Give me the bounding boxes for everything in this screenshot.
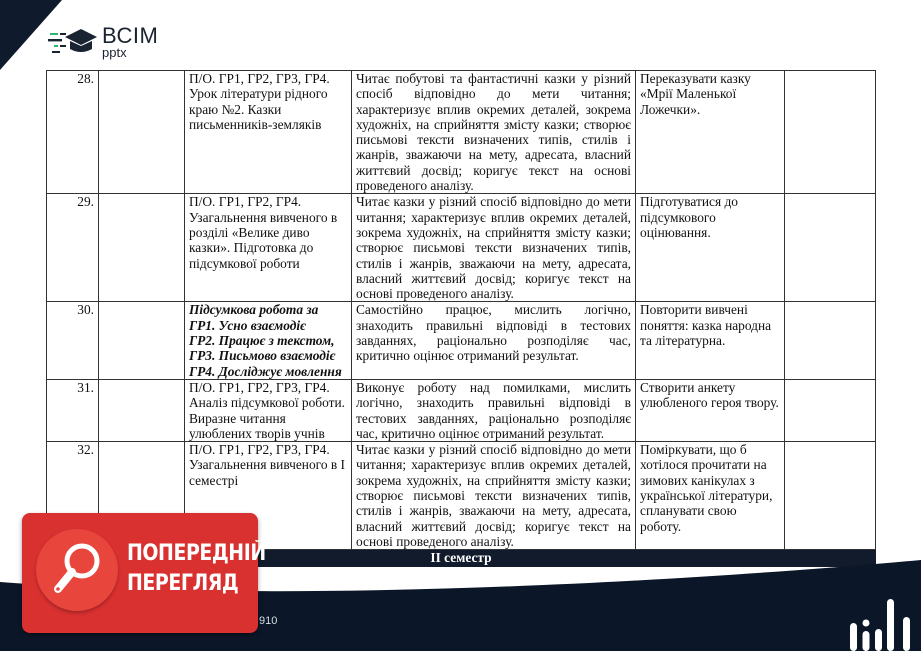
notes-cell	[785, 379, 876, 441]
page-number: 910	[259, 615, 278, 627]
lesson-date	[99, 302, 185, 379]
expected-outcomes: Читає казки у різний спосіб відповідно до мети читання; характеризує вплив окремих деталей, зокрема художніх, на сприйняття змісту казки; створює письмові тексти визначених типів, стилів і жанрів, зважаючи на мету, адресата, власний життєвий досвід; коригує текст на основі проведеного аналізу.	[352, 194, 636, 302]
lesson-topic: П/О. ГР1, ГР2, ГР3, ГР4. Узагальнення вивченого в І семестрі	[185, 442, 352, 550]
magnifier-icon	[36, 529, 118, 611]
topic-line: ГР2. Працює з текстом,	[189, 333, 335, 349]
notes-cell	[785, 302, 876, 379]
homework: Переказувати казку «Мрії Маленької Ложечки».	[636, 71, 785, 194]
lesson-number: 28.	[47, 71, 99, 194]
notes-cell	[785, 194, 876, 302]
table-row	[47, 379, 876, 441]
logo-title: ВСІМ	[102, 23, 159, 48]
graduation-cap-icon	[48, 24, 98, 60]
topic-line: ГР3. Письмово взаємодіє	[189, 348, 336, 364]
lesson-topic-assessment	[185, 302, 352, 379]
preview-badge[interactable]	[22, 513, 266, 633]
table-row	[47, 71, 876, 194]
lesson-date	[99, 379, 185, 441]
topic-line: ГР1. Усно взаємодіє	[189, 317, 306, 333]
lesson-date	[99, 71, 185, 194]
homework: Повторити вивчені поняття: казка народна та літературна.	[636, 302, 785, 379]
lesson-plan-table	[46, 70, 876, 567]
homework: Створити анкету улюбленого героя твору.	[636, 379, 785, 441]
table-row	[47, 302, 876, 379]
lesson-number: 30.	[47, 302, 99, 379]
lesson-topic: П/О. ГР1, ГР2, ГР4. Узагальнення вивченого в розділі «Велике диво казки». Підготовка до підсумкової роботи	[185, 194, 352, 302]
expected-outcomes: Самостійно працює, мислить логічно, знаходить правильні відповіді в тестових завданнях, раціонально розподіляє час, критично оцінює отриманий результат.	[352, 302, 636, 379]
brand-bars-icon	[848, 585, 918, 651]
lesson-topic: П/О. ГР1, ГР2, ГР3, ГР4. Аналіз підсумкової роботи. Виразне читання улюблених творів учнів	[185, 379, 352, 441]
notes-cell	[785, 442, 876, 550]
brand-logo	[48, 22, 158, 62]
expected-outcomes: Виконує роботу над помилками, мислить логічно, знаходить правильні відповіді в тестових завданнях, раціонально розподіляє час, критично оцінює отриманий результат.	[352, 379, 636, 441]
table-row	[47, 194, 876, 302]
preview-label	[127, 539, 266, 599]
preview-label-line1: ПОПЕРЕДНІЙ	[127, 541, 266, 566]
magnifier-circle	[36, 529, 118, 611]
topic-line: ГР4. Досліджує мовлення	[189, 363, 342, 379]
lesson-date	[99, 194, 185, 302]
topic-line: Підсумкова робота за	[189, 302, 319, 318]
lesson-topic: П/О. ГР1, ГР2, ГР3, ГР4. Урок літератури рідного краю №2. Казки письменників-земляків	[185, 71, 352, 194]
lesson-number: 29.	[47, 194, 99, 302]
expected-outcomes: Читає побутові та фантастичні казки у різний спосіб відповідно до мети читання; характеризує вплив окремих деталей, зокрема художніх, на сприйняття змісту казки; створює письмові тексти визначених типів, стилів і жанрів, зважаючи на мету, адресата, власний життєвий досвід; коригує текст на основі проведеного аналізу.	[352, 71, 636, 194]
homework: Підготуватися до підсумкового оцінювання.	[636, 194, 785, 302]
homework: Поміркувати, що б хотілося прочитати на зимових канікулах з української літератури, спланувати свою роботу.	[636, 442, 785, 550]
semester-header: ІІ семестр	[47, 550, 876, 567]
notes-cell	[785, 71, 876, 194]
logo-subtitle: pptx	[102, 45, 127, 60]
expected-outcomes: Читає казки у різний спосіб відповідно до мети читання; характеризує вплив окремих деталей, зокрема художніх, на сприйняття змісту казки; створює письмові тексти визначених типів, стилів і жанрів, зважаючи на мету, адресата, власний життєвий досвід; коригує текст на основі проведеного аналізу.	[352, 442, 636, 550]
lesson-number: 32.	[47, 442, 99, 550]
lesson-number: 31.	[47, 379, 99, 441]
preview-label-line2: ПЕРЕГЛЯД	[127, 571, 239, 596]
